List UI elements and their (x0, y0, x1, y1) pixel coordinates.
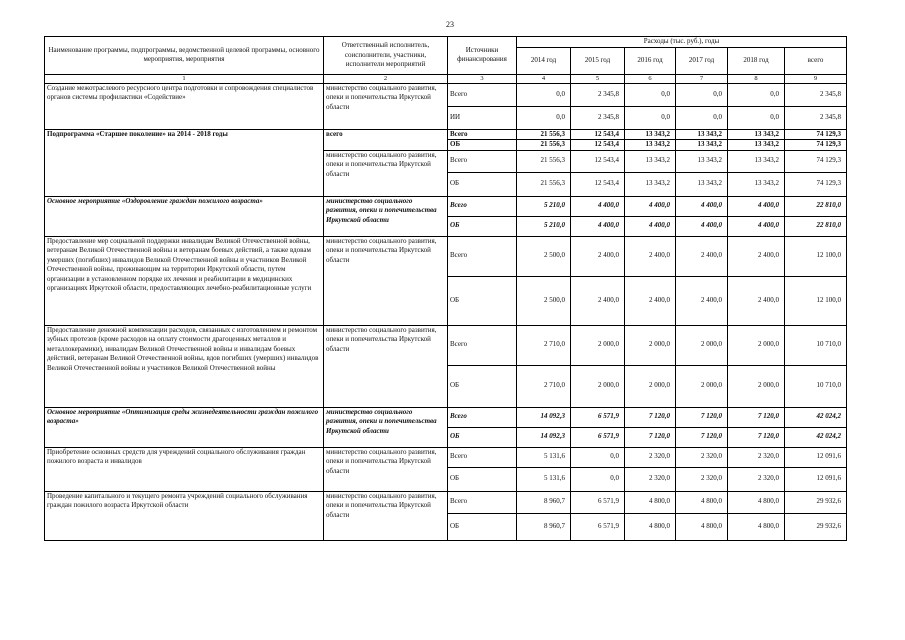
column-number: 4 (517, 74, 571, 83)
total-cell: 29 932,6 (785, 513, 847, 540)
value-cell: 2 000,0 (571, 365, 625, 407)
value-cell: 2 345,8 (571, 106, 625, 129)
responsible-executor: всего (324, 129, 448, 150)
value-cell: 2 400,0 (676, 236, 728, 276)
total-cell: 12 091,6 (785, 467, 847, 491)
measure-name: Создание межотраслевого ресурсного центра подготовки и сопровождения специалистов органов системы профилактики «Содействие» (45, 83, 324, 129)
value-cell: 4 400,0 (676, 196, 728, 216)
value-cell: 12 543,4 (571, 129, 625, 140)
table-row (45, 325, 847, 365)
column-number: 3 (448, 74, 517, 83)
value-cell: 2 000,0 (676, 365, 728, 407)
total-cell: 2 345,8 (785, 106, 847, 129)
value-cell: 0,0 (625, 106, 676, 129)
funding-source: ОБ (448, 140, 517, 151)
value-cell: 2 000,0 (728, 325, 785, 365)
value-cell: 13 343,2 (728, 140, 785, 151)
header-year: 2017 год (676, 47, 728, 74)
value-cell: 0,0 (728, 83, 785, 106)
column-number: 7 (676, 74, 728, 83)
header-responsible: Ответственный исполнитель, соисполнители, участники, исполнители мероприятий (324, 37, 448, 75)
value-cell: 4 400,0 (625, 196, 676, 216)
total-cell: 10 710,0 (785, 365, 847, 407)
value-cell: 21 556,3 (517, 150, 571, 172)
value-cell: 13 343,2 (728, 129, 785, 140)
measure-name: Проведение капитального и текущего ремонта учреждений социального обслуживания граждан пожилого возраста Иркутской области (45, 491, 324, 540)
value-cell: 2 320,0 (728, 467, 785, 491)
value-cell: 7 120,0 (728, 407, 785, 427)
value-cell: 2 500,0 (517, 236, 571, 276)
value-cell: 5 210,0 (517, 216, 571, 236)
value-cell: 5 131,6 (517, 447, 571, 467)
value-cell: 2 500,0 (517, 276, 571, 325)
value-cell: 7 120,0 (676, 427, 728, 447)
responsible-executor: министерство социального развития, опеки и попечительства Иркутской области (324, 407, 448, 447)
total-cell: 12 100,0 (785, 236, 847, 276)
total-cell: 22 810,0 (785, 196, 847, 216)
responsible-executor: министерство социального развития, опеки и попечительства Иркутской области (324, 150, 448, 196)
value-cell: 8 960,7 (517, 513, 571, 540)
value-cell: 4 800,0 (625, 491, 676, 513)
value-cell: 0,0 (517, 83, 571, 106)
value-cell: 2 320,0 (676, 467, 728, 491)
table-row (45, 407, 847, 427)
measure-name: Предоставление мер социальной поддержки инвалидам Великой Отечественной войны, ветеранам Великой Отечественной войны и ветеранам боевых действий, а также вдовам умерших (погибших) инвалидов Великой Отечественной войны и участников Великой Отечественной войны, проживающим на территории Иркутской области, путем организации в установленном порядке их лечения и реабилитации в медицинских организациях Иркутской области, предоставляющих лечебно-реабилитационные услуги (45, 236, 324, 325)
value-cell: 4 400,0 (625, 216, 676, 236)
value-cell: 12 543,4 (571, 172, 625, 196)
value-cell: 2 710,0 (517, 325, 571, 365)
value-cell: 4 800,0 (676, 491, 728, 513)
value-cell: 2 000,0 (625, 325, 676, 365)
funding-source: Всего (448, 407, 517, 427)
header-year: 2018 год (728, 47, 785, 74)
funding-source: ОБ (448, 427, 517, 447)
value-cell: 21 556,3 (517, 172, 571, 196)
subprogram-name: Подпрограмма «Старшее поколение» на 2014 - 2018 годы (45, 129, 324, 196)
funding-source: ОБ (448, 216, 517, 236)
value-cell: 13 343,2 (625, 150, 676, 172)
value-cell: 7 120,0 (625, 407, 676, 427)
value-cell: 2 400,0 (728, 276, 785, 325)
value-cell: 2 000,0 (571, 325, 625, 365)
total-cell: 10 710,0 (785, 325, 847, 365)
table-row (45, 83, 847, 106)
value-cell: 4 400,0 (676, 216, 728, 236)
column-number: 6 (625, 74, 676, 83)
responsible-executor: министерство социального развития, опеки и попечительства Иркутской области (324, 196, 448, 236)
value-cell: 5 210,0 (517, 196, 571, 216)
column-number: 9 (785, 74, 847, 83)
value-cell: 4 400,0 (571, 196, 625, 216)
value-cell: 7 120,0 (625, 427, 676, 447)
responsible-executor: министерство социального развития, опеки и попечительства Иркутской области (324, 236, 448, 325)
table-row (45, 447, 847, 467)
value-cell: 13 343,2 (676, 172, 728, 196)
value-cell: 21 556,3 (517, 129, 571, 140)
value-cell: 13 343,2 (625, 172, 676, 196)
value-cell: 6 571,9 (571, 491, 625, 513)
value-cell: 0,0 (676, 83, 728, 106)
total-cell: 74 129,3 (785, 150, 847, 172)
value-cell: 13 343,2 (728, 150, 785, 172)
value-cell: 0,0 (517, 106, 571, 129)
value-cell: 12 543,4 (571, 140, 625, 151)
value-cell: 2 320,0 (676, 447, 728, 467)
value-cell: 8 960,7 (517, 491, 571, 513)
header-year: 2014 год (517, 47, 571, 74)
total-cell: 42 024,2 (785, 427, 847, 447)
value-cell: 4 400,0 (728, 196, 785, 216)
funding-source: Всего (448, 236, 517, 276)
column-number: 1 (45, 74, 324, 83)
responsible-executor: министерство социального развития, опеки и попечительства Иркутской области (324, 447, 448, 491)
funding-source: Всего (448, 491, 517, 513)
total-cell: 29 932,6 (785, 491, 847, 513)
header-name: Наименование программы, подпрограммы, ведомственной целевой программы, основного мероприятия, мероприятия (45, 37, 324, 75)
funding-source: ОБ (448, 276, 517, 325)
value-cell: 2 000,0 (625, 365, 676, 407)
header-year: 2016 год (625, 47, 676, 74)
header-total: всего (785, 47, 847, 74)
value-cell: 14 092,3 (517, 427, 571, 447)
value-cell: 13 343,2 (625, 140, 676, 151)
value-cell: 6 571,9 (571, 513, 625, 540)
funding-source: ОБ (448, 467, 517, 491)
measure-name: Предоставление денежной компенсации расходов, связанных с изготовлением и ремонтом зубных протезов (кроме расходов на оплату стоимости драгоценных металлов и металлокерамики), инвалидам Великой Отечественной войны и инвалидам боевых действий, ветеранам Великой Отечественной войны, вдов погибших (умерших) инвалидов Великой Отечественной войны и участников Великой Отечественной войны (45, 325, 324, 407)
value-cell: 0,0 (571, 447, 625, 467)
value-cell: 21 556,3 (517, 140, 571, 151)
table-row (45, 196, 847, 216)
total-cell: 12 091,6 (785, 447, 847, 467)
total-cell: 2 345,8 (785, 83, 847, 106)
value-cell: 4 400,0 (728, 216, 785, 236)
responsible-executor: министерство социального развития, опеки и попечительства Иркутской области (324, 83, 448, 129)
value-cell: 0,0 (728, 106, 785, 129)
value-cell: 6 571,9 (571, 427, 625, 447)
main-measure-name: Основное мероприятие «Оздоровление граждан пожилого возраста» (45, 196, 324, 236)
funding-source: Всего (448, 196, 517, 216)
value-cell: 2 400,0 (571, 276, 625, 325)
column-number: 2 (324, 74, 448, 83)
value-cell: 13 343,2 (676, 129, 728, 140)
page-number: 23 (446, 20, 454, 29)
responsible-executor: министерство социального развития, опеки и попечительства Иркутской области (324, 491, 448, 540)
value-cell: 13 343,2 (625, 129, 676, 140)
value-cell: 13 343,2 (728, 172, 785, 196)
value-cell: 4 800,0 (676, 513, 728, 540)
total-cell: 42 024,2 (785, 407, 847, 427)
expenses-table (44, 36, 847, 541)
value-cell: 0,0 (571, 467, 625, 491)
value-cell: 2 320,0 (625, 467, 676, 491)
value-cell: 7 120,0 (728, 427, 785, 447)
header-year: 2015 год (571, 47, 625, 74)
funding-source: ИИ (448, 106, 517, 129)
value-cell: 12 543,4 (571, 150, 625, 172)
table-row (45, 236, 847, 276)
total-cell: 74 129,3 (785, 129, 847, 140)
value-cell: 13 343,2 (676, 140, 728, 151)
funding-source: Всего (448, 83, 517, 106)
value-cell: 7 120,0 (676, 407, 728, 427)
value-cell: 5 131,6 (517, 467, 571, 491)
total-cell: 12 100,0 (785, 276, 847, 325)
funding-source: ОБ (448, 365, 517, 407)
total-cell: 22 810,0 (785, 216, 847, 236)
value-cell: 2 000,0 (728, 365, 785, 407)
value-cell: 0,0 (625, 83, 676, 106)
value-cell: 2 710,0 (517, 365, 571, 407)
value-cell: 2 400,0 (676, 276, 728, 325)
value-cell: 2 400,0 (728, 236, 785, 276)
value-cell: 2 400,0 (625, 236, 676, 276)
header-expenses: Расходы (тыс. руб.), годы (517, 37, 847, 48)
funding-source: ОБ (448, 513, 517, 540)
measure-name: Приобретение основных средств для учреждений социального обслуживания граждан пожилого возраста и инвалидов (45, 447, 324, 491)
value-cell: 2 400,0 (571, 236, 625, 276)
funding-source: Всего (448, 447, 517, 467)
value-cell: 2 345,8 (571, 83, 625, 106)
value-cell: 4 800,0 (728, 491, 785, 513)
responsible-executor: министерство социального развития, опеки и попечительства Иркутской области (324, 325, 448, 407)
main-measure-name: Основное мероприятие «Оптимизация среды жизнедеятельности граждан пожилого возраста» (45, 407, 324, 447)
column-number: 8 (728, 74, 785, 83)
value-cell: 4 800,0 (625, 513, 676, 540)
value-cell: 6 571,9 (571, 407, 625, 427)
table-row (45, 129, 847, 140)
value-cell: 2 000,0 (676, 325, 728, 365)
funding-source: Всего (448, 129, 517, 140)
value-cell: 4 800,0 (728, 513, 785, 540)
value-cell: 0,0 (676, 106, 728, 129)
total-cell: 74 129,3 (785, 172, 847, 196)
column-number: 5 (571, 74, 625, 83)
value-cell: 4 400,0 (571, 216, 625, 236)
value-cell: 13 343,2 (676, 150, 728, 172)
funding-source: ОБ (448, 172, 517, 196)
header-sources: Источники финансирования (448, 37, 517, 75)
funding-source: Всего (448, 325, 517, 365)
funding-source: Всего (448, 150, 517, 172)
total-cell: 74 129,3 (785, 140, 847, 151)
value-cell: 2 400,0 (625, 276, 676, 325)
value-cell: 14 092,3 (517, 407, 571, 427)
table-row (45, 491, 847, 513)
value-cell: 2 320,0 (728, 447, 785, 467)
value-cell: 2 320,0 (625, 447, 676, 467)
